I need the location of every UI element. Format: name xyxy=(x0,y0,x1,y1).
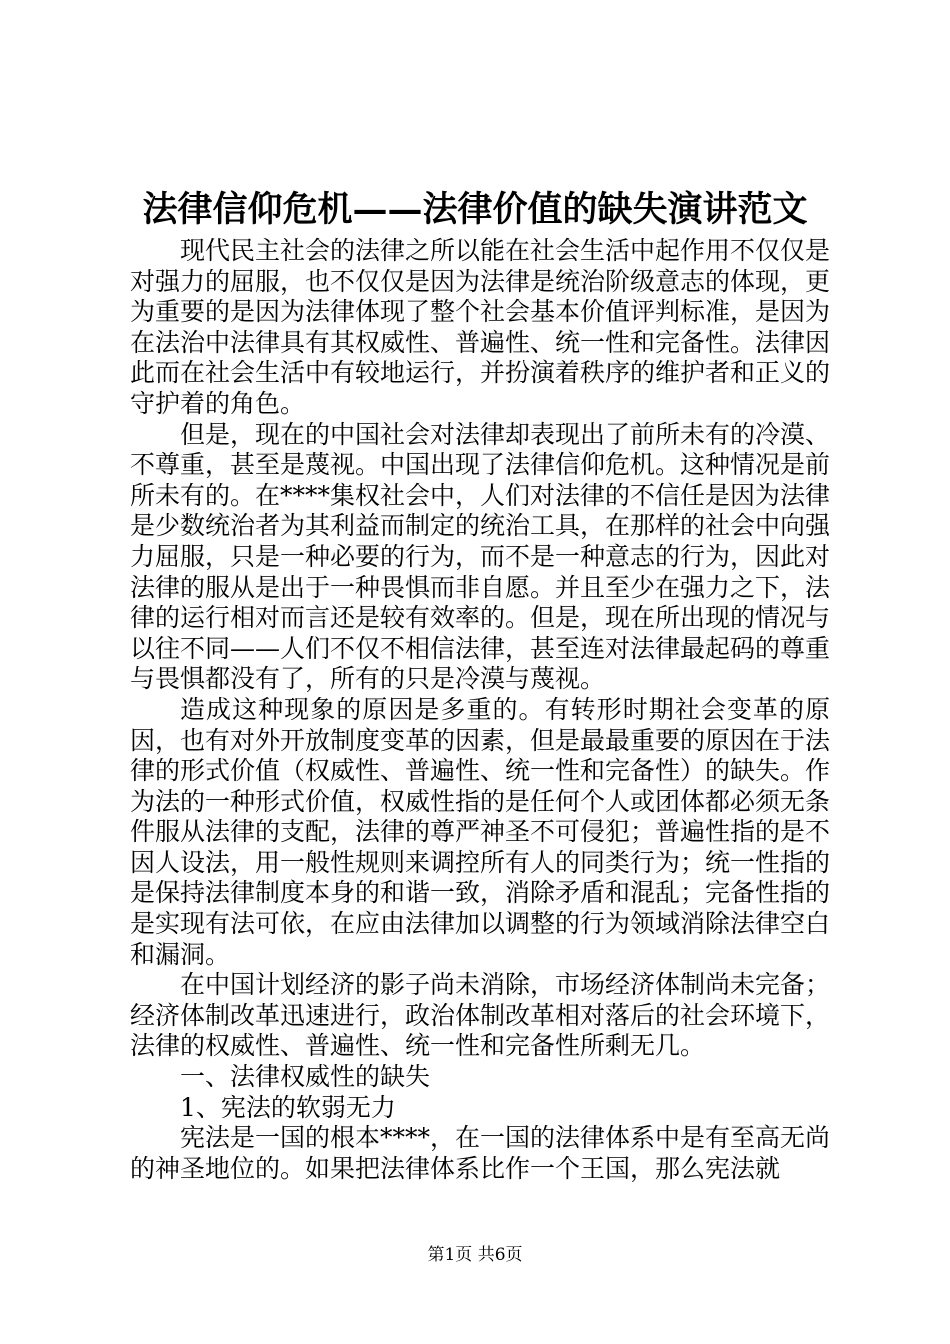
page-footer: 第1页 共6页 xyxy=(427,1245,523,1265)
document-title: 法律信仰危机——法律价值的缺失演讲范文 xyxy=(142,189,808,230)
section-heading: 一、法律权威性的缺失 xyxy=(180,1062,431,1092)
paragraph-1: 现代民主社会的法律之所以能在社会生活中起作用不仅仅是对强力的屈服，也不仅仅是因为法律是统治阶级意志的体现，更为重要的是因为法律体现了整个社会基本价值评判标准，是因为在法治中法律具有其权威性、普遍性、统一性和完备性。法律因此而在社会生活中有较地运行，并扮演着秩序的维护者和正义的守护着的角色。 xyxy=(130,236,831,418)
paragraph-4: 在中国计划经济的影子尚未消除，市场经济体制尚未完备；经济体制改革迅速进行，政治体制改革相对落后的社会环境下，法律的权威性、普遍性、统一性和完备性所剩无几。 xyxy=(130,970,831,1061)
document-body xyxy=(130,236,830,1184)
paragraph-5: 宪法是一国的根本****，在一国的法律体系中是有至高无尚的神圣地位的。如果把法律体系比作一个王国，那么宪法就 xyxy=(130,1123,831,1183)
subsection-heading: 1、宪法的软弱无力 xyxy=(180,1092,396,1122)
paragraph-3: 造成这种现象的原因是多重的。有转形时期社会变革的原因，也有对外开放制度变革的因素，但是最最重要的原因在于法律的形式价值（权威性、普遍性、统一性和完备性）的缺失。作为法的一种形式价值，权威性指的是任何个人或团体都必须无条件服从法律的支配，法律的尊严神圣不可侵犯；普遍性指的是不因人设法，用一般性规则来调控所有人的同类行为；统一性指的是保持法律制度本身的和谐一致，消除矛盾和混乱；完备性指的是实现有法可依，在应由法律加以调整的行为领域消除法律空白和漏洞。 xyxy=(130,694,831,969)
paragraph-2: 但是，现在的中国社会对法律却表现出了前所未有的冷漠、不尊重，甚至是蔑视。中国出现了法律信仰危机。这种情况是前所未有的。在****集权社会中，人们对法律的不信任是因为法律是少数统治者为其利益而制定的统治工具，在那样的社会中向强力屈服，只是一种必要的行为，而不是一种意志的行为，因此对法律的服从是出于一种畏惧而非自愿。并且至少在强力之下，法律的运行相对而言还是较有效率的。但是，现在所出现的情况与以往不同——人们不仅不相信法律，甚至连对法律最起码的尊重与畏惧都没有了，所有的只是冷漠与蔑视。 xyxy=(130,419,831,694)
